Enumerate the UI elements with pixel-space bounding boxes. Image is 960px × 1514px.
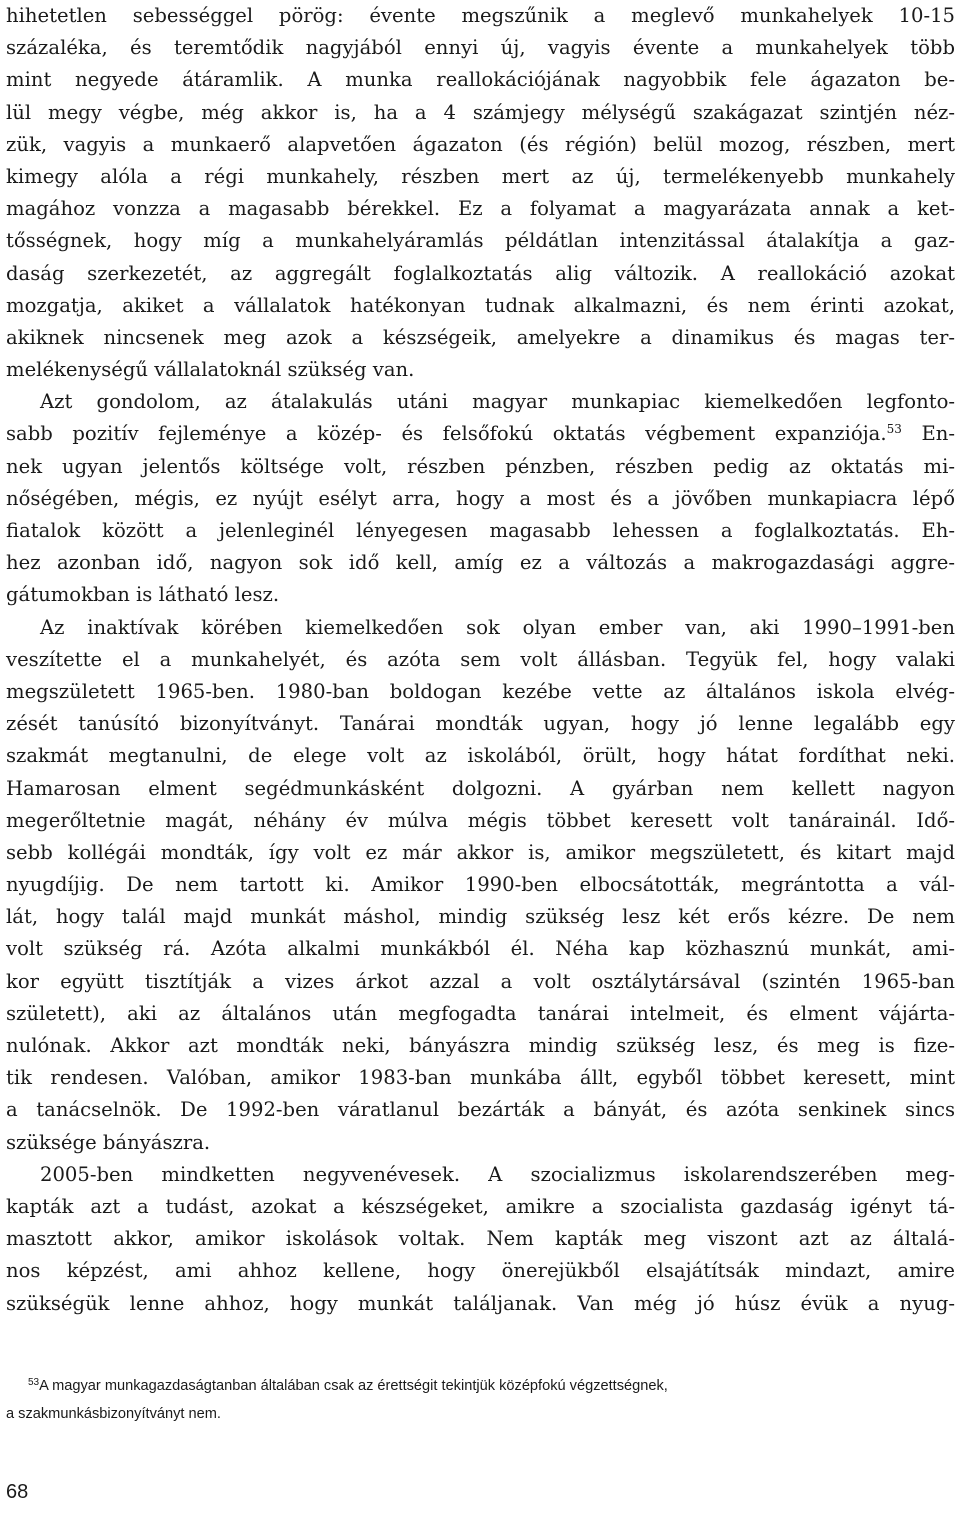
text-line (6, 1191, 955, 1223)
footnote-line-2: a szakmunkásbizonyítványt nem. (6, 1406, 221, 1422)
text-line (6, 933, 955, 965)
text-line-content: Azt gondolom, az átalakulás utáni magyar munkapiac kiemelkedően legfonto- (40, 390, 955, 414)
text-line-content: százaléka, és teremtődik nagyjából ennyi új, vagyis évente a munkahelyek több (6, 36, 955, 60)
text-line (6, 998, 955, 1030)
text-line (6, 161, 955, 193)
text-line-content: lát, hogy talál majd munkát máshol, mindig szükség lesz két erős kézre. De nem (6, 905, 955, 929)
text-line-content: hihetetlen sebességgel pörög: évente megszűnik a meglevő munkahelyek 10-15 (6, 4, 955, 27)
text-line-content: a tanácselnök. De 1992-ben váratlanul bezárták a bányát, és azóta senkinek sincs (6, 1098, 955, 1122)
text-line-content: tősségnek, hogy míg a munkahelyáramlás példátlan intenzitással átalakítja a gaz- (6, 229, 955, 253)
text-line (6, 290, 955, 322)
text-line (6, 1127, 955, 1159)
document-page (6, 0, 955, 1514)
text-line (6, 515, 955, 547)
text-line (6, 97, 955, 129)
text-line (6, 451, 955, 483)
text-line (6, 773, 955, 805)
text-line-content: született), aki az általános után megfogadta tanárai intelmeit, és elment vájárta- (6, 1001, 955, 1025)
text-line-content: kor együtt tisztítják a vizes árkot azzal a volt osztálytársával (szintén 1965-ban (6, 969, 955, 993)
text-line-content: kimegy alóla a régi munkahely, részben mert az új, termelékenyebb munkahely (6, 164, 955, 188)
footnote-number: 53 (28, 1377, 40, 1388)
text-line (6, 740, 955, 772)
text-line-content: sabb pozitív fejleménye a közép- és felsőfokú oktatás végbement expanziója. (6, 422, 887, 446)
text-line-content: megszületett 1965-ben. 1980-ban boldogan kezébe vette az általános iskola elvég- (6, 679, 955, 703)
text-line (6, 805, 955, 837)
text-line (6, 901, 955, 933)
text-line (6, 579, 955, 611)
text-line-content: mozgatja, akiket a vállalatok hatékonyan tudnak alkalmazni, és nem érinti azokat, (6, 293, 955, 317)
text-line (6, 869, 955, 901)
text-line-content: akiknek nincsenek meg azok a készségeik, amelyekre a dinamikus és magas ter- (6, 325, 955, 349)
text-line (6, 193, 955, 225)
text-line-content: szükségük lenne ahhoz, hogy munkát találjanak. Van még jó húsz évük a nyug- (6, 1291, 955, 1315)
text-line (6, 1094, 955, 1126)
text-line (6, 1223, 955, 1255)
text-line (6, 225, 955, 257)
text-line (6, 0, 955, 32)
text-line-content: zését tanúsító bizonyítványt. Tanárai mondták ugyan, hogy jó lenne legalább egy (6, 712, 955, 736)
text-line (6, 966, 955, 998)
text-line-content: megerőltetnie magát, néhány év múlva mégis többet keresett volt tanárainál. Idő- (6, 808, 955, 832)
text-line-continuation: En- (901, 422, 955, 446)
text-line (6, 676, 955, 708)
footnote (6, 1372, 955, 1428)
text-line (6, 32, 955, 64)
page-number: 68 (6, 1481, 29, 1503)
footnote-reference: 53 (886, 422, 902, 437)
text-line (6, 64, 955, 96)
text-line (6, 612, 955, 644)
text-line-content: szakmát megtanulni, de elege volt az iskolából, örült, hogy hátat fordíthat neki. (6, 744, 955, 768)
text-line (6, 644, 955, 676)
footnote-line-1 (6, 1372, 955, 1400)
text-line (6, 483, 955, 515)
text-line-content: magához vonzza a magasabb bérekkel. Ez a folyamat a magyarázata annak a ket- (6, 197, 955, 221)
footnote-text-1: A magyar munkagazdaságtanban általában csak az érettségit tekintjük középfokú végzettségnek, (39, 1378, 668, 1394)
text-line-content: nyugdíjig. De nem tartott ki. Amikor 1990-ben elbocsátották, megrántotta a vál- (6, 873, 955, 897)
text-line (6, 322, 955, 354)
text-line-content: sebb kollégái mondták, így volt ez már akkor is, amikor megszületett, és kitart majd (6, 840, 955, 864)
text-line-content: mint negyede átáramlik. A munka reallokációjának nagyobbik fele ágazaton be- (6, 68, 955, 92)
text-line-content: nulónak. Akkor azt mondták neki, bányászra mindig szükség lesz, és meg is fize- (6, 1034, 955, 1057)
text-line (6, 1030, 955, 1062)
text-line-content: volt szükség rá. Azóta alkalmi munkákból él. Néha kap közhasznú munkát, ami- (6, 937, 955, 961)
text-line (6, 1062, 955, 1094)
text-line-content: Az inaktívak körében kiemelkedően sok olyan ember van, aki 1990–1991-ben (40, 615, 955, 639)
text-line-content: daság szerkezetét, az aggregált foglalkoztatás alig változik. A reallokáció azokat (6, 261, 955, 285)
text-line-content: kapták azt a tudást, azokat a készségeket, amikre a szocialista gazdaság igényt tá- (6, 1194, 955, 1218)
text-line (6, 1288, 955, 1320)
text-line (6, 258, 955, 290)
text-line-content: gátumokban is látható lesz. (6, 583, 280, 607)
text-line-content: nőségében, mégis, ez nyújt esélyt arra, hogy a most és a jövőben munkapiacra lépő (6, 486, 955, 510)
text-line (6, 418, 955, 450)
text-line-content: tik rendesen. Valóban, amikor 1983-ban munkába állt, egyből többet keresett, mint (6, 1066, 955, 1090)
text-line (6, 1255, 955, 1287)
text-line-content: nos képzést, ami ahhoz kellene, hogy önerejükből elsajátítsák mindazt, amire (6, 1259, 955, 1283)
text-line-content: szüksége bányászra. (6, 1130, 211, 1154)
text-line-content: nek ugyan jelentős költsége volt, részben pénzben, részben pedig az oktatás mi- (6, 454, 955, 478)
text-line (6, 386, 955, 418)
body-text (6, 0, 955, 1320)
text-line (6, 129, 955, 161)
text-line-content: 2005-ben mindketten negyvenévesek. A szocializmus iskolarendszerében meg- (40, 1162, 955, 1186)
text-line-content: fiatalok között a jelenleginél lényegesen magasabb lehessen a foglalkoztatás. Eh- (6, 519, 955, 542)
text-line-content: zük, vagyis a munkaerő alapvetően ágazaton (és régión) belül mozog, részben, mert (6, 132, 955, 156)
text-line (6, 708, 955, 740)
text-line-content: veszítette el a munkahelyét, és azóta sem volt állásban. Tegyük fel, hogy valaki (6, 647, 955, 671)
text-line (6, 354, 955, 386)
text-line-content: melékenységű vállalatoknál szükség van. (6, 358, 415, 382)
text-line (6, 837, 955, 869)
text-line (6, 547, 955, 579)
text-line-content: masztott akkor, amikor iskolások voltak. Nem kapták meg viszont azt az általá- (6, 1227, 955, 1251)
text-line-content: hez azonban idő, nagyon sok idő kell, amíg ez a változás a makrogazdasági aggre- (6, 551, 955, 575)
text-line-content: Hamarosan elment segédmunkásként dolgozni. A gyárban nem kellett nagyon (6, 776, 955, 800)
text-line (6, 1159, 955, 1191)
text-line-content: lül megy végbe, még akkor is, ha a 4 számjegy mélységű szakágazat szintjén néz- (6, 100, 955, 124)
